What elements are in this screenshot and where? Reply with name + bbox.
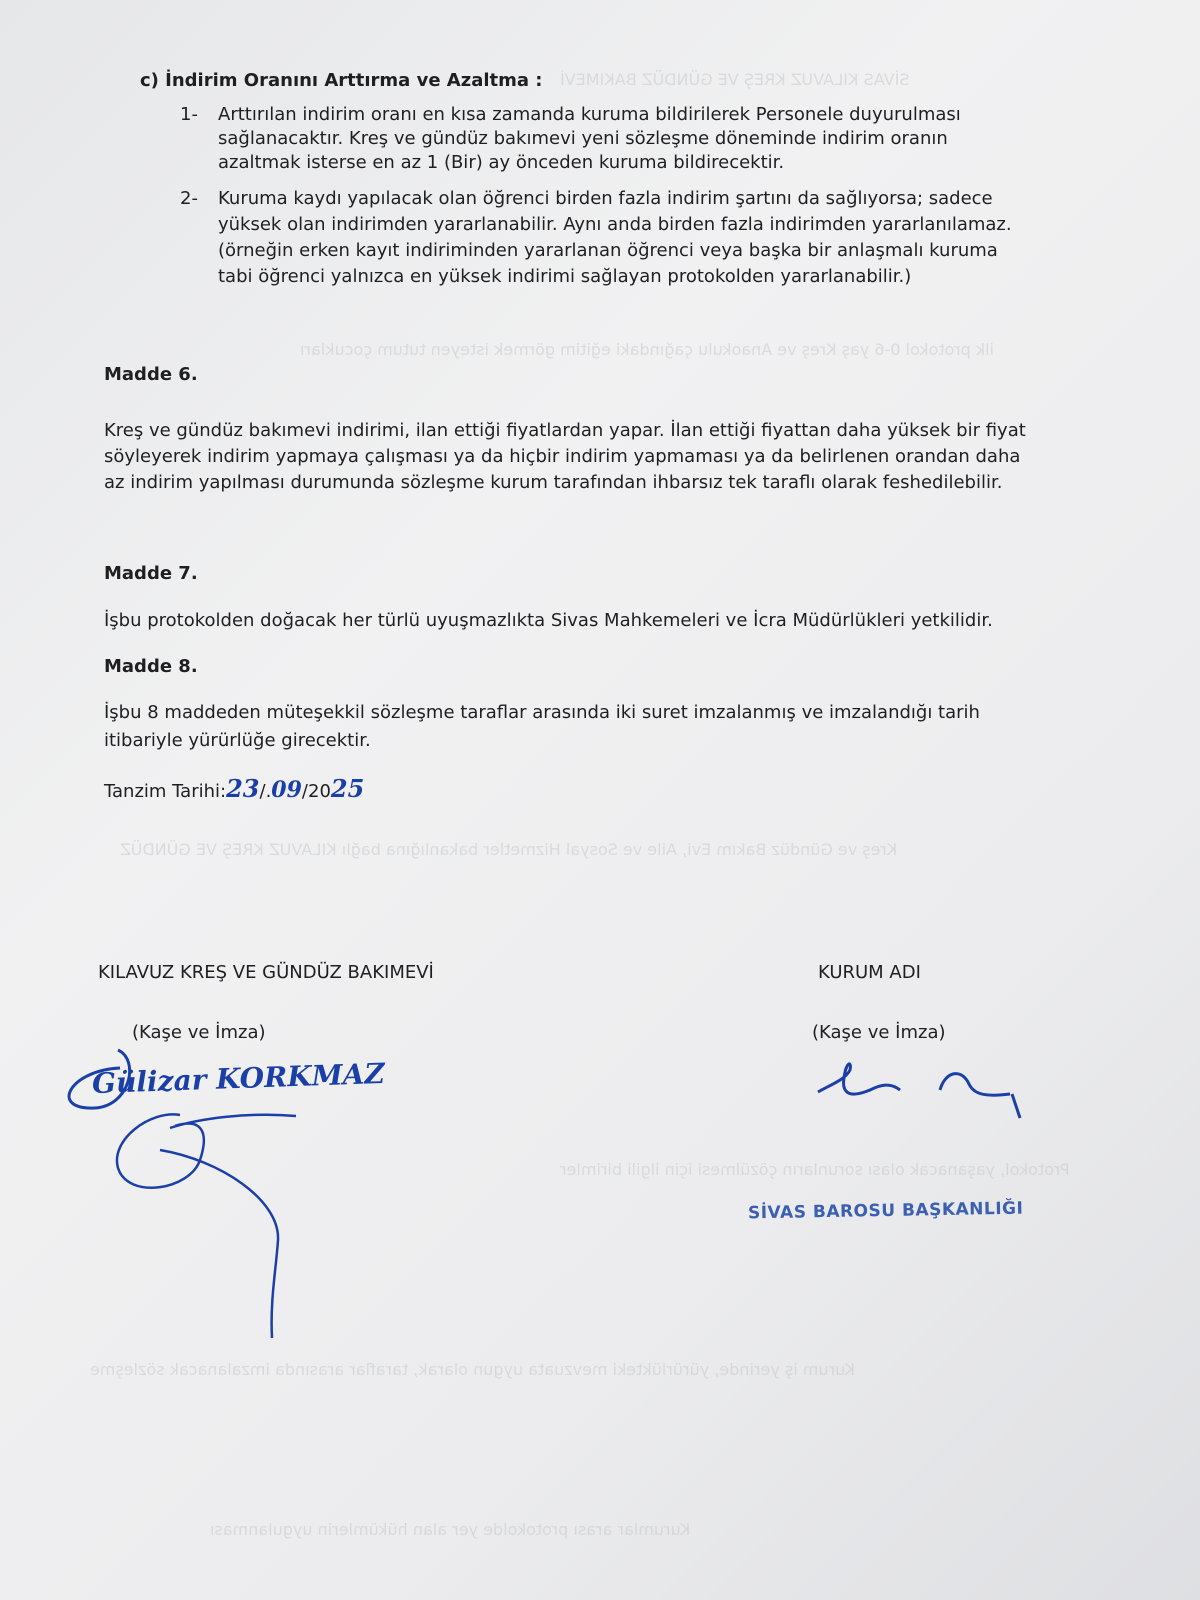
right-stamp-label: (Kaşe ve İmza)	[812, 1022, 946, 1043]
madde-8-text: İşbu 8 maddeden müteşekkil sözleşme taraflar arasında iki suret imzalanmış ve imzalandığı tarih itibariyle yürürlüğe girecektir.	[104, 702, 980, 751]
right-stamp-text: SİVAS BAROSU BAŞKANLIĞI	[747, 1198, 1024, 1224]
tanzim-sep-2: /20	[301, 781, 331, 802]
item-1-number: 1-	[180, 104, 198, 125]
madde-7-text: İşbu protokolden doğacak her türlü uyuşmazlıkta Sivas Mahkemeleri ve İcra Müdürlükleri yetkilidir.	[104, 610, 993, 631]
left-handwritten-name: Gülizar KORKMAZ	[91, 1056, 386, 1101]
madde-6-text: Kreş ve gündüz bakımevi indirimi, ilan ettiği fiyatlardan yapar. İlan ettiği fiyattan daha yüksek bir fiyat söyleyerek indirim yapmaya çalışması ya da hiçbir indirim yapmaması ya da belirlenen orandan daha az indirim yapılması durumunda sözleşme kurum tarafından ihbarsız tek taraflı olarak feshedilebilir.	[104, 420, 1026, 493]
item-2-text: Kuruma kaydı yapılacak olan öğrenci birden fazla indirim şartını da sağlıyorsa; sadece yüksek olan indirimden yararlanabilir. Aynı anda birden fazla indirimden yararlanılamaz. (örneğin erken kayıt indiriminden yararlanan öğrenci veya başka bir anlaşmalı kuruma tabi öğrenci yalnızca en yüksek indirimi sağlayan protokolden yararlanabilir.)	[218, 188, 1012, 287]
left-stamp-label: (Kaşe ve İmza)	[132, 1022, 266, 1043]
madde-6-title: Madde 6.	[104, 364, 198, 385]
section-c-heading: c) İndirim Oranını Arttırma ve Azaltma :	[140, 70, 543, 91]
tanzim-month: 09	[271, 777, 302, 803]
madde-8-title: Madde 8.	[104, 656, 198, 677]
tanzim-sep-1: /.	[259, 781, 272, 802]
item-1-text: Arttırılan indirim oranı en kısa zamanda kuruma bildirilerek Personele duyurulması sağlanacaktır. Kreş ve gündüz bakımevi yeni sözleşme döneminde indirim oranın azaltmak isterse en az 1 (Bir) ay önceden kuruma bildirecektir.	[218, 104, 961, 173]
tanzim-label: Tanzim Tarihi:	[104, 781, 227, 802]
tanzim-year: 25	[330, 774, 365, 803]
left-party-name: KILAVUZ KREŞ VE GÜNDÜZ BAKIMEVİ	[98, 962, 434, 983]
item-2-number: 2-	[180, 188, 198, 209]
tanzim-day: 23	[226, 774, 260, 803]
madde-7-title: Madde 7.	[104, 563, 198, 584]
right-party-name: KURUM ADI	[818, 962, 921, 983]
